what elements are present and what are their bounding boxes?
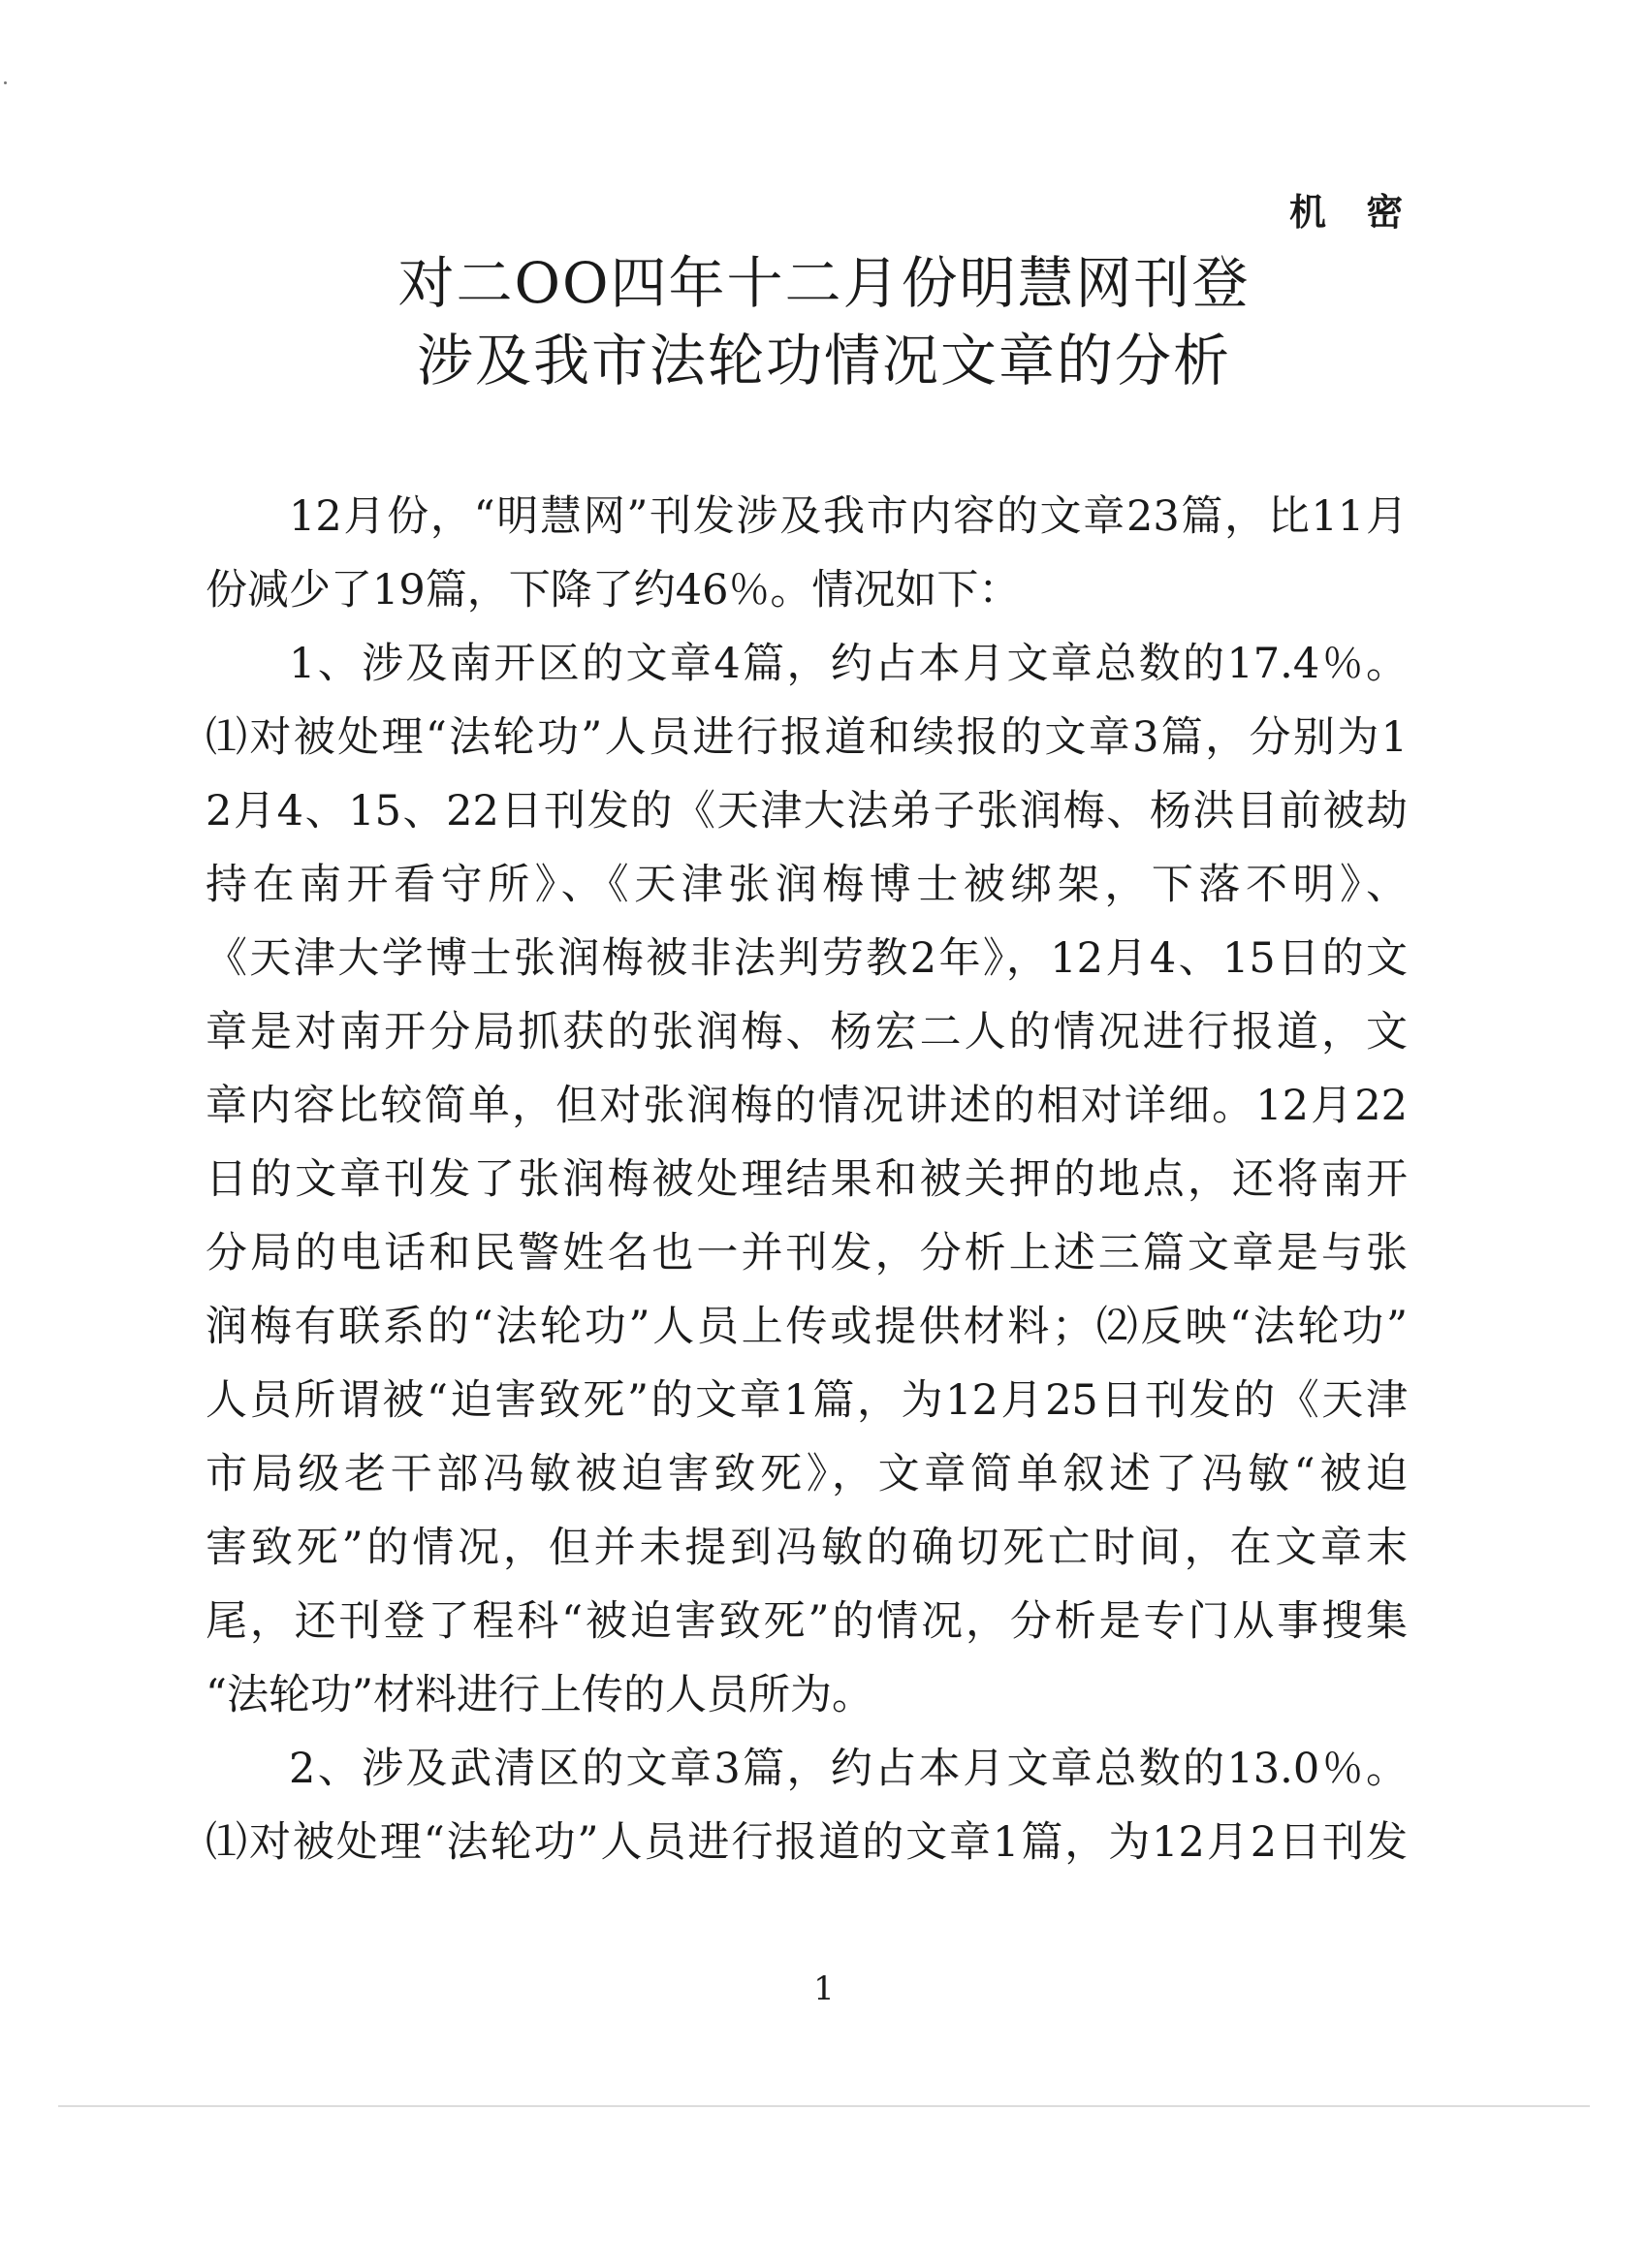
- body-line-16: 尾，还刊登了程科“被迫害致死”的情况，分析是专门从事搜集: [206, 1597, 1408, 1646]
- body-line-12: 润梅有联系的“法轮功”人员上传或提供材料；⑵反映“法轮功”: [206, 1303, 1408, 1351]
- body-line-1: 12月份，“明慧网”刊发涉及我市内容的文章23篇，比11月: [289, 492, 1408, 541]
- body-line-7: 《天津大学博士张润梅被非法判劳教2年》，12月4、15日的文: [206, 934, 1408, 983]
- body-line-18: 2、涉及武清区的文章3篇，约占本月文章总数的13.0％。: [289, 1745, 1408, 1793]
- scan-mark: [4, 81, 7, 84]
- classification-label: 机 密: [1289, 191, 1417, 234]
- page-number: 1: [813, 1969, 835, 2008]
- body-line-2: 份减少了19篇，下降了约46％。情况如下：: [206, 566, 1021, 614]
- body-line-6: 持在南开看守所》、《天津张润梅博士被绑架，下落不明》、: [206, 861, 1408, 909]
- scan-edge-line: [58, 2105, 1590, 2107]
- body-line-9: 章内容比较简单，但对张润梅的情况讲述的相对详细。12月22: [206, 1082, 1408, 1130]
- body-line-19: ⑴对被处理“法轮功”人员进行报道的文章1篇，为12月2日刊发: [206, 1818, 1408, 1867]
- body-line-3: 1、涉及南开区的文章4篇，约占本月文章总数的17.4％。: [289, 640, 1408, 688]
- body-line-17: “法轮功”材料进行上传的人员所为。: [206, 1671, 873, 1719]
- body-line-5: 2月4、15、22日刊发的《天津大法弟子张润梅、杨洪目前被劫: [206, 787, 1408, 835]
- body-line-15: 害致死”的情况，但并未提到冯敏的确切死亡时间，在文章末: [206, 1524, 1408, 1572]
- body-line-13: 人员所谓被“迫害致死”的文章1篇，为12月25日刊发的《天津: [206, 1376, 1408, 1425]
- body-line-8: 章是对南开分局抓获的张润梅、杨宏二人的情况进行报道，文: [206, 1008, 1408, 1056]
- body-line-14: 市局级老干部冯敏被迫害致死》，文章简单叙述了冯敏“被迫: [206, 1450, 1408, 1498]
- document-title-line-2: 涉及我市法轮功情况文章的分析: [416, 328, 1231, 394]
- body-line-11: 分局的电话和民警姓名也一并刊发，分析上述三篇文章是与张: [206, 1229, 1408, 1277]
- document-title-line-1: 对二OO四年十二月份明慧网刊登: [397, 250, 1251, 316]
- body-line-10: 日的文章刊发了张润梅被处理结果和被关押的地点，还将南开: [206, 1155, 1408, 1204]
- body-line-4: ⑴对被处理“法轮功”人员进行报道和续报的文章3篇，分别为1: [206, 713, 1408, 762]
